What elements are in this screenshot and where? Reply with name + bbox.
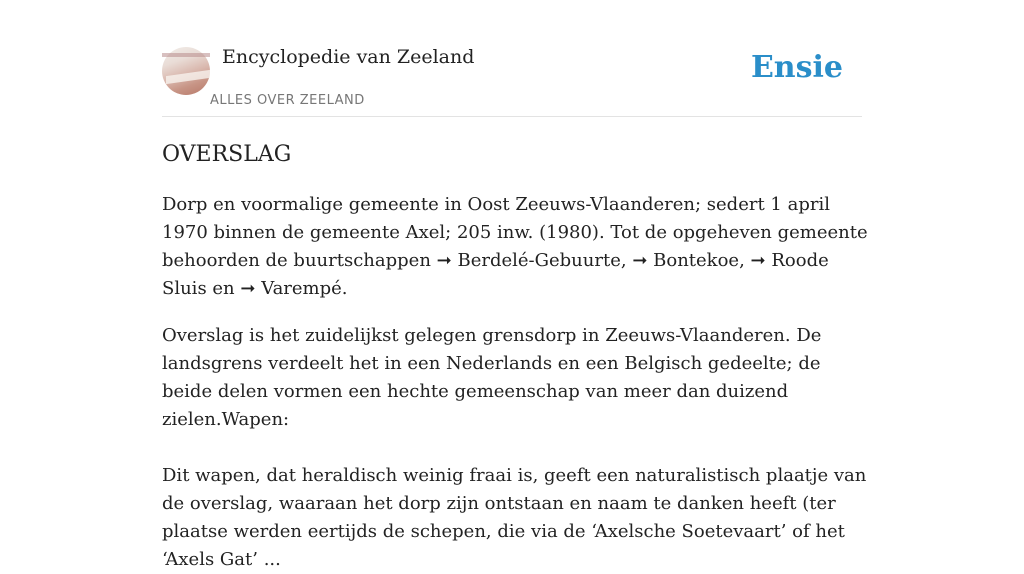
- article: [162, 140, 872, 574]
- arrow-icon: ➞: [240, 278, 256, 299]
- separator: ,: [620, 250, 633, 271]
- arrow-icon: ➞: [632, 250, 648, 271]
- arrow-icon: ➞: [436, 250, 452, 271]
- site-subtitle: ALLES OVER ZEELAND: [210, 93, 365, 108]
- arrow-icon: ➞: [750, 250, 766, 271]
- article-title: OVERSLAG: [162, 142, 292, 167]
- avatar-band: [162, 53, 210, 57]
- article-paragraph: Dit wapen, dat heraldisch weinig fraai is, geeft een naturalistisch plaatje van de overslag, waaraan het dorp zijn ontstaan en naam te danken heeft (ter plaatse werden eertijds de schepen, die via de ‘Axelsche Soetevaart’ of het ‘Axels Gat’ ...: [162, 465, 867, 570]
- site-header: [162, 44, 862, 117]
- site-logo-avatar[interactable]: [162, 47, 210, 95]
- link-roode-sluis[interactable]: Roode Sluis: [162, 250, 829, 299]
- sentence-end: .: [341, 278, 348, 299]
- article-paragraph: [162, 191, 872, 303]
- avatar-band: [166, 70, 210, 84]
- separator: ,: [739, 250, 751, 271]
- link-varempe[interactable]: Varempé: [261, 278, 342, 299]
- site-title-link[interactable]: Encyclopedie van Zeeland: [222, 46, 475, 68]
- link-bontekoe[interactable]: Bontekoe: [653, 250, 740, 271]
- article-paragraph: Overslag is het zuidelijkst gelegen grensdorp in Zeeuws-Vlaanderen. De landsgrens verdeelt het in een Nederlands en een Belgisch gedeelte; de beide delen vormen een hechte gemeenschap van meer dan duizend zielen.Wapen:: [162, 325, 822, 430]
- paragraph-text: Dorp en voormalige gemeente in Oost Zeeuws-Vlaanderen; sedert 1 april 1970 binnen de gemeente Axel; 205 inw. (1980). Tot de opgeheven gemeente behoorden de buurtschappen: [162, 194, 868, 271]
- link-berdele-gebuurte[interactable]: Berdelé-Gebuurte: [457, 250, 621, 271]
- ensie-brand-logo[interactable]: Ensie: [750, 50, 843, 85]
- separator: en: [206, 278, 241, 299]
